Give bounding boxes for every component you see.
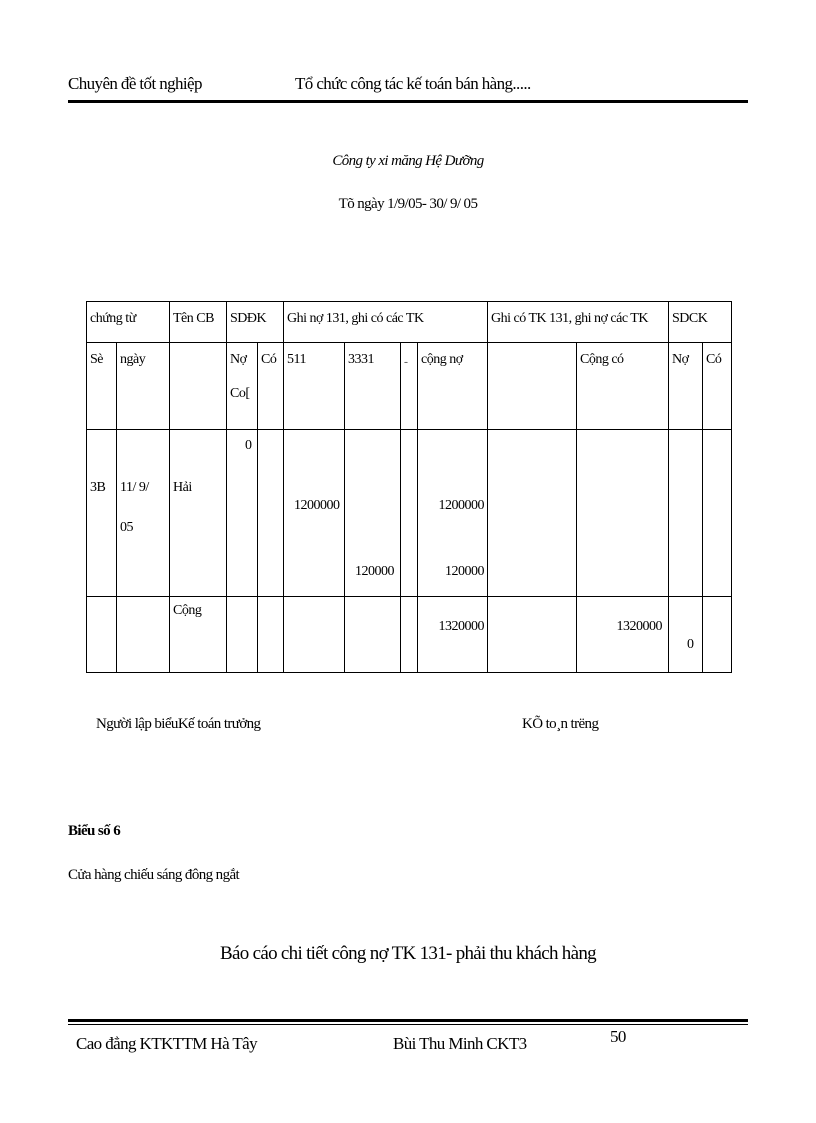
cell-ngay [117, 430, 170, 597]
header-row-1 [87, 302, 732, 343]
section-title: Biểu số 6 [68, 823, 121, 839]
col-so: Sè [87, 343, 117, 430]
cell-so [87, 430, 117, 597]
cell-cong-co [577, 430, 669, 597]
footer-center: Bùi Thu Minh CKT3 [393, 1034, 527, 1053]
col-dots: .. [401, 343, 418, 430]
col-cong-co: Cộng có [577, 343, 669, 430]
total-ck-no-cell [669, 597, 703, 673]
row-ngay-1: 11/ 9/ [120, 480, 149, 495]
col-chung-tu: chứng từ [87, 302, 170, 343]
footer-rule-thick [68, 1019, 748, 1022]
col-sddk-no [227, 343, 258, 430]
row-so: 3B [90, 480, 106, 495]
signature-left: Người lập biểuKế toán trưởng [96, 716, 261, 732]
total-sddk-no [227, 597, 258, 673]
total-ck-co [703, 597, 732, 673]
total-511 [284, 597, 345, 673]
cell-ghi-co [488, 430, 577, 597]
row-cong-no-1: 1200000 [438, 498, 484, 513]
cell-dots [401, 430, 418, 597]
footer-rule-thin [68, 1024, 748, 1025]
sddk-no-label: Nợ [230, 352, 247, 367]
total-ck-no: 0 [687, 637, 694, 652]
store-name: Cửa hàng chiếu sáng đông ngắt [68, 867, 240, 883]
total-ten [170, 597, 227, 673]
total-label: Cộng [173, 603, 202, 618]
footer-left: Cao đẳng KTKTTM Hà Tây [76, 1034, 257, 1053]
cell-ck-no [669, 430, 703, 597]
col-ngay: ngày [117, 343, 170, 430]
row-3331: 120000 [355, 564, 394, 579]
header-left: Chuyên đề tốt nghiệp [68, 74, 202, 93]
total-sddk-co [258, 597, 284, 673]
col-511: 511 [284, 343, 345, 430]
col-sdck: SDCK [669, 302, 732, 343]
header-rule [68, 100, 748, 103]
cell-sddk-no [227, 430, 258, 597]
cell-sddk-co [258, 430, 284, 597]
cell-cong-no [418, 430, 488, 597]
col-ghi-no: Ghi nợ 131, ghi có các TK [284, 302, 488, 343]
cell-511 [284, 430, 345, 597]
cell-ck-co [703, 430, 732, 597]
total-so [87, 597, 117, 673]
total-row [87, 597, 732, 673]
col-sddk: SDĐK [227, 302, 284, 343]
col-3331: 3331 [345, 343, 401, 430]
col-ck-co: Có [703, 343, 732, 430]
cell-3331 [345, 430, 401, 597]
table-row [87, 430, 732, 597]
col-cong-no: cộng nợ [418, 343, 488, 430]
total-cong-no: 1320000 [438, 619, 484, 634]
sddk-no-label-2: Co[ [230, 386, 250, 401]
col-ten-empty [170, 343, 227, 430]
row-ten: Hải [173, 480, 192, 495]
report-period: Tõ ngày 1/9/05- 30/ 9/ 05 [338, 196, 478, 212]
cell-ten [170, 430, 227, 597]
total-dots [401, 597, 418, 673]
total-cong-co-cell [577, 597, 669, 673]
total-cong-co: 1320000 [616, 619, 662, 634]
ledger-table [86, 301, 732, 673]
row-cong-no-2: 120000 [445, 564, 484, 579]
row-511: 1200000 [294, 498, 340, 513]
total-ngay [117, 597, 170, 673]
total-cong-no-cell [418, 597, 488, 673]
row-sddk-no: 0 [245, 438, 252, 453]
col-ck-no: Nợ [669, 343, 703, 430]
page-number: 50 [610, 1027, 626, 1046]
company-name: Công ty xi măng Hệ Dưỡng [332, 153, 484, 169]
header-row-2 [87, 343, 732, 430]
col-ghi-co: Ghi có TK 131, ghi nợ các TK [488, 302, 669, 343]
col-sddk-co: Có [258, 343, 284, 430]
col-ghi-co-empty [488, 343, 577, 430]
col-ten-cb: Tên CB [170, 302, 227, 343]
total-ghi-co [488, 597, 577, 673]
signature-right: KÕ to¸n trëng [522, 716, 599, 732]
header-center: Tổ chức công tác kế toán bán hàng..... [295, 74, 531, 93]
report-title: Báo cáo chi tiết công nợ TK 131- phải thu khách hàng [220, 943, 596, 964]
row-ngay-2: 05 [120, 520, 133, 535]
total-3331 [345, 597, 401, 673]
